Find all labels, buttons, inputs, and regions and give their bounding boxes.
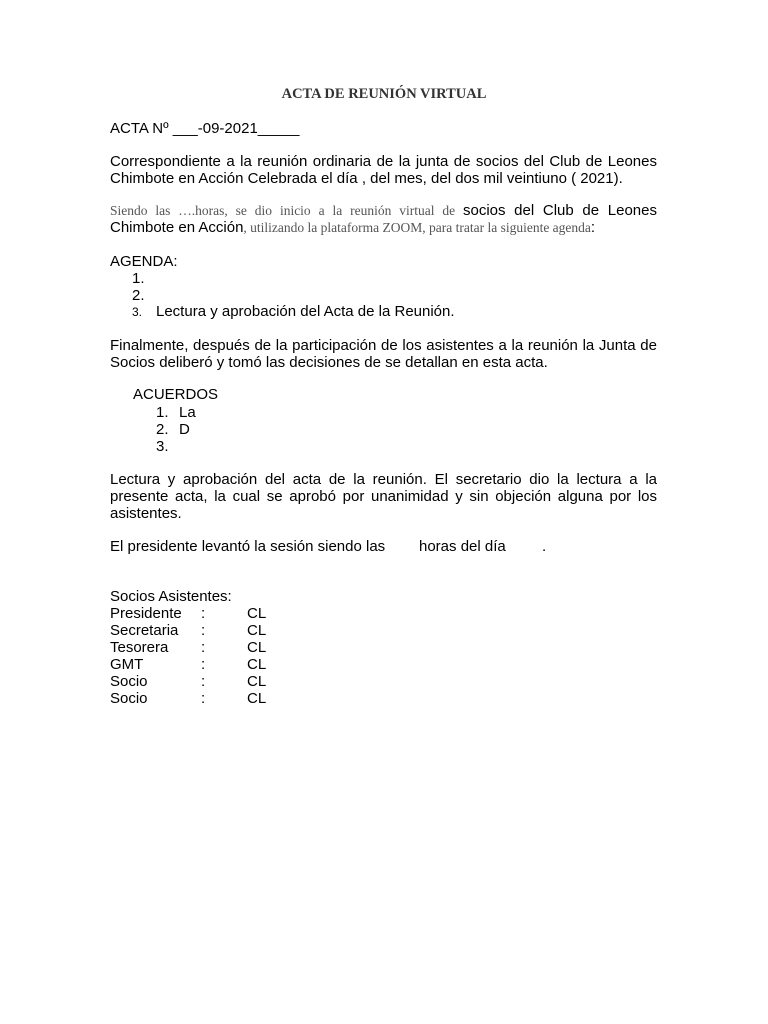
attendee-separator: : bbox=[201, 673, 206, 690]
agreement-item-2-number: 2. bbox=[156, 421, 169, 438]
deliberation-paragraph: Finalmente, después de la participación de los asistentes a la reunión la Junta de Socios deliberó y tomó las decisiones de se detallan en esta acta. bbox=[110, 337, 657, 371]
agenda-item-3-number: 3. bbox=[132, 305, 143, 319]
attendee-value: CL bbox=[247, 639, 267, 656]
attendee-separator: : bbox=[201, 656, 206, 673]
agenda-item-2-number: 2. bbox=[132, 287, 145, 304]
attendee-role: Socio bbox=[110, 690, 148, 707]
agenda-item-3-text: Lectura y aprobación del Acta de la Reunión. bbox=[156, 303, 455, 320]
acta-number: ACTA Nº ___-09-2021_____ bbox=[110, 120, 300, 137]
attendee-separator: : bbox=[201, 639, 206, 656]
attendee-role: Presidente bbox=[110, 605, 182, 622]
agenda-heading: AGENDA: bbox=[110, 253, 178, 270]
agreement-item-3-number: 3. bbox=[156, 438, 169, 455]
document-title: ACTA DE REUNIÓN VIRTUAL bbox=[281, 86, 487, 102]
attendee-value: CL bbox=[247, 656, 267, 673]
agreement-item-1-number: 1. bbox=[156, 404, 169, 421]
attendee-role: Tesorera bbox=[110, 639, 169, 656]
agreement-item-1-text: La bbox=[179, 404, 196, 421]
agreements-heading: ACUERDOS bbox=[133, 386, 219, 403]
closing-text-2: horas del día bbox=[419, 538, 506, 555]
attendee-role: GMT bbox=[110, 656, 144, 673]
opening-paragraph bbox=[110, 202, 657, 236]
attendee-value: CL bbox=[247, 690, 267, 707]
attendee-value: CL bbox=[247, 622, 267, 639]
closing-text-1: El presidente levantó la sesión siendo las bbox=[110, 538, 386, 555]
attendee-value: CL bbox=[247, 605, 267, 622]
opening-text-3: , utilizando la plataforma ZOOM, para tratar la siguiente agenda bbox=[243, 220, 591, 235]
attendee-separator: : bbox=[201, 622, 206, 639]
attendee-role: Socio bbox=[110, 673, 148, 690]
intro-paragraph: Correspondiente a la reunión ordinaria de la junta de socios del Club de Leones Chimbote en Acción Celebrada el día , del mes, del dos mil veintiuno ( 2021). bbox=[110, 153, 657, 187]
attendee-value: CL bbox=[247, 673, 267, 690]
reading-paragraph: Lectura y aprobación del acta de la reunión. El secretario dio la lectura a la presente acta, la cual se aprobó por unanimidad y sin objeción alguna por los asistentes. bbox=[110, 471, 657, 522]
opening-text-1: Siendo las ….horas, se dio inicio a la reunión virtual de bbox=[110, 203, 463, 218]
agreement-item-2-text: D bbox=[179, 421, 190, 438]
opening-text-2: socios del Club de Leones Chimbote en Acción bbox=[110, 202, 657, 236]
attendee-separator: : bbox=[201, 605, 206, 622]
closing-text-3: . bbox=[542, 538, 547, 555]
attendee-separator: : bbox=[201, 690, 206, 707]
attendees-heading: Socios Asistentes: bbox=[110, 588, 232, 605]
agenda-item-1-number: 1. bbox=[132, 270, 145, 287]
opening-text-4: : bbox=[590, 219, 596, 236]
attendee-role: Secretaria bbox=[110, 622, 179, 639]
